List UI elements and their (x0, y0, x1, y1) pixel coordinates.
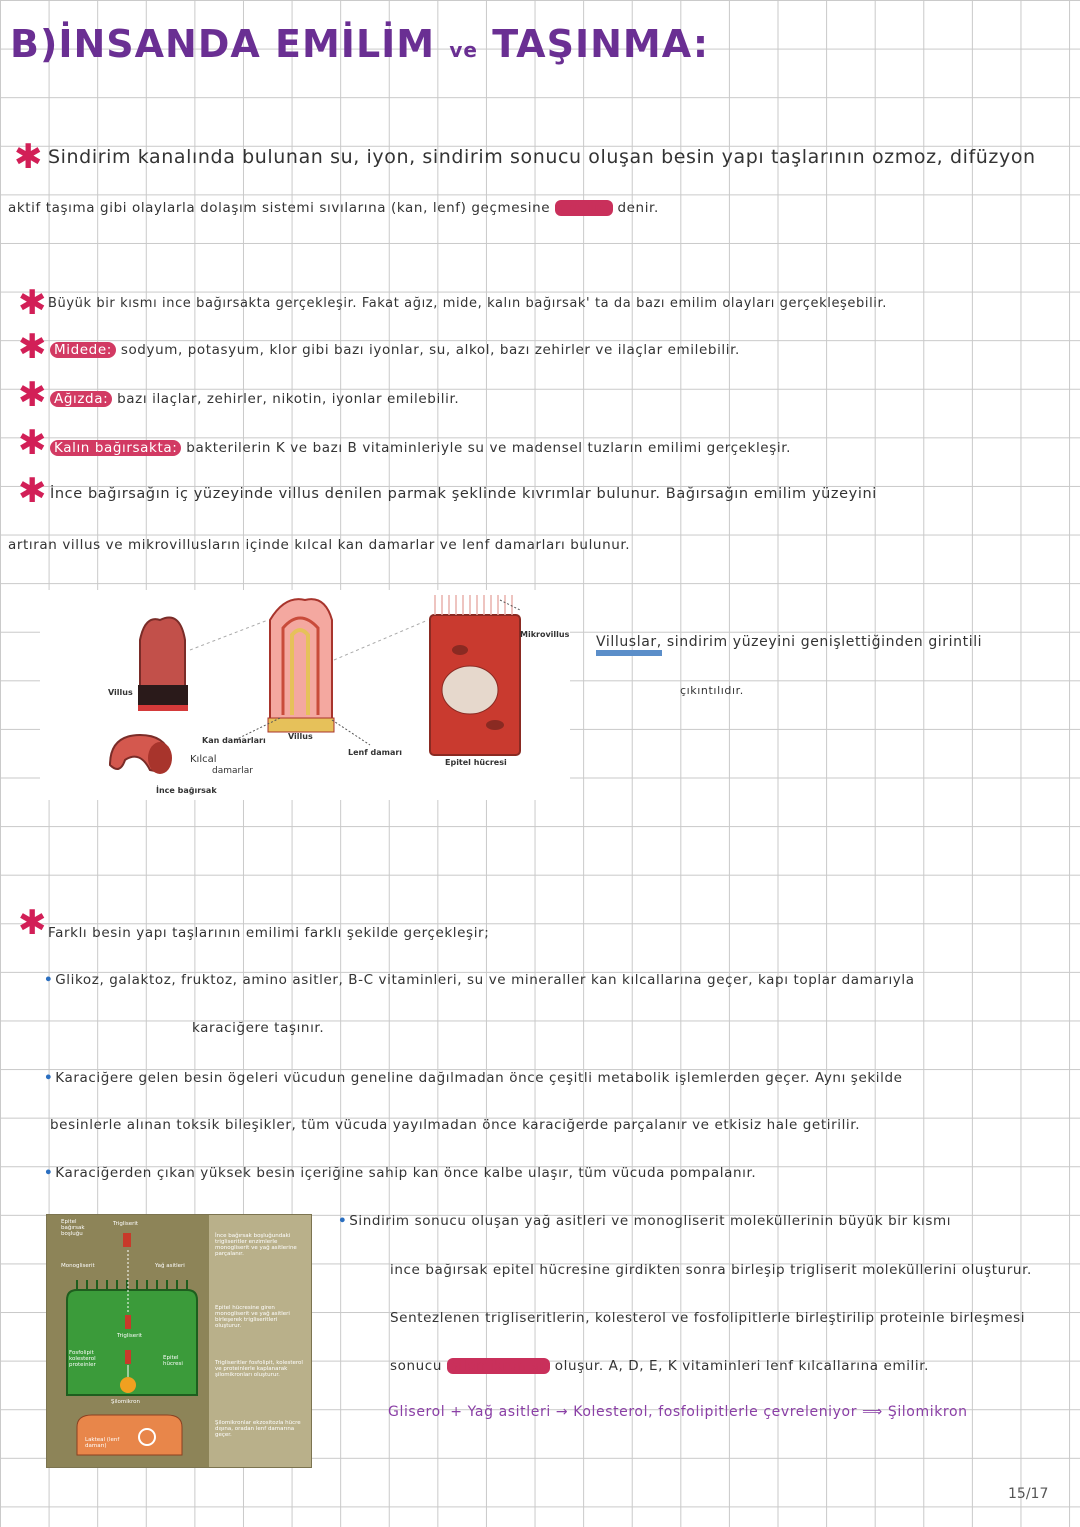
b4-line4b: oluşur. A, D, E, K vitaminleri lenf kılcallarına emilir. (554, 1358, 930, 1374)
note1-line1 (596, 634, 982, 650)
page-number: 15/17 (1008, 1486, 1049, 1502)
label-villus: Villus (108, 688, 133, 697)
b4-text-1: Sindirim sonucu oluşan yağ asitleri ve monogliserit moleküllerinin büyük bir kısmı (349, 1213, 952, 1229)
b2-line2: besinlerle alınan toksik bileşikler, tüm vücuda yayılmadan önce karaciğerde parçalanır ve etkisiz hale getirilir. (50, 1117, 861, 1133)
asterisk-icon: ✱ (18, 327, 47, 367)
label-ince-bagirsak: İnce bağırsak (156, 786, 217, 795)
b4-line4a: sonucu (390, 1358, 442, 1374)
b4-silomikronlar-highlight: şilomikronlar (447, 1358, 550, 1374)
note1-text: sindirim yüzeyini genişlettiğinden girintili (666, 634, 983, 650)
p6-line1: İnce bağırsağın iç yüzeyinde villus denilen parmak şeklinde kıvrımlar bulunur. Bağırsağın emilim yüzeyini (50, 486, 877, 502)
b4-formula: Gliserol + Yağ asitleri → Kolesterol, fosfolipitlerle çevreleniyor ⟹ Şilomikron (388, 1404, 968, 1420)
asterisk-icon: ✱ (18, 423, 47, 463)
p1-line2a: aktif taşıma gibi olaylarla dolaşım sistemi sıvılarına (kan, lenf) geçmesine (8, 200, 551, 216)
p1-line1: Sindirim kanalında bulunan su, iyon, sindirim sonucu oluşan besin yapı taşlarının ozmoz, difüzyon (48, 146, 1036, 168)
p5-highlight: Kalın bağırsakta: (50, 440, 181, 456)
p7: Farklı besin yapı taşlarının emilimi farklı şekilde gerçekleşir; (48, 925, 490, 941)
bullet-dot: • (44, 1165, 54, 1181)
fig2-label-lakteal: Lakteal (lenf damarı) (85, 1437, 120, 1450)
p5 (50, 440, 791, 456)
fig2-label-yag-asitleri: Yağ asitleri (155, 1263, 185, 1269)
b1-text: Glikoz, galaktoz, fruktoz, amino asitler, B-C vitaminleri, su ve mineraller kan kılcallarına geçer, kapı toplar damarıyla (55, 972, 915, 988)
p4-highlight: Ağızda: (50, 391, 112, 407)
page-title (10, 22, 709, 66)
bullet-dot: • (338, 1213, 348, 1229)
asterisk-icon: ✱ (18, 471, 47, 511)
bullet-dot: • (44, 972, 54, 988)
epitel-cell-illustration (47, 1215, 209, 1467)
b3-text: Karaciğerden çıkan yüksek besin içeriğine sahip kan önce kalbe ulaşır, tüm vücuda pompalanır. (55, 1165, 757, 1181)
fig2-label-trigliserit: Trigliserit (113, 1221, 139, 1227)
b4-line4 (390, 1358, 929, 1374)
p4-text: bazı ilaçlar, zehirler, nikotin, iyonlar emilebilir. (117, 391, 460, 407)
note1-line2: çıkıntılıdır. (680, 684, 744, 697)
title-main: B)İNSANDA EMİLİM (10, 22, 436, 66)
fig2-note-4: Şilomikronlar ekzositozla hücre dışına, oradan lenf damarına geçer. (215, 1420, 301, 1439)
p4 (50, 391, 459, 407)
label-damarlar: damarlar (212, 766, 253, 776)
p1-line2b: denir. (617, 200, 659, 216)
title-ve: ve (449, 38, 478, 62)
label-kan-damarlari: Kan damarları (202, 736, 266, 745)
fig2-notes (209, 1215, 311, 1467)
asterisk-icon: ✱ (18, 903, 47, 943)
p1-emilim-highlight: emilim (555, 200, 612, 216)
label-villus-2: Villus (288, 732, 313, 741)
title-rest: TAŞINMA: (492, 22, 710, 66)
fig2-label-fosfolipit: Fosfolipit kolesterol proteinler (69, 1350, 96, 1369)
b4-line3: Sentezlenen trigliseritlerin, kolesterol ve fosfolipitlerle birleştirilip proteinle birleşmesi (390, 1310, 1026, 1326)
fig2-note-1: İnce bağırsak boşluğundaki trigliseritler enzimlerle monogliserit ve yağ asitlerine parçalanır. (215, 1233, 297, 1258)
p5-text: bakterilerin K ve bazı B vitaminleriyle su ve madensel tuzların emilimi gerçekleşir. (186, 440, 792, 456)
p3-highlight: Midede: (50, 342, 116, 358)
b4-line2: ince bağırsak epitel hücresine girdikten sonra birleşip trigliserit moleküllerini oluşturur. (390, 1262, 1032, 1278)
b2-text: Karaciğere gelen besin ögeleri vücudun geneline dağılmadan önce çeşitli metabolik işlemlerden geçer. Aynı şekilde (55, 1070, 903, 1086)
p1-line2 (8, 200, 659, 216)
asterisk-icon: ✱ (14, 137, 43, 177)
fig2-label-monogliserit: Monogliserit (61, 1263, 95, 1269)
b4-line1 (338, 1213, 951, 1229)
silomikron-figure (46, 1214, 312, 1468)
label-kilcal: Kılcal (190, 754, 217, 765)
bullet-dot: • (44, 1070, 54, 1086)
p6-line2: artıran villus ve mikrovillusların içinde kılcal kan damarlar ve lenf damarları bulunur. (8, 537, 631, 553)
label-lenf-damari: Lenf damarı (348, 748, 403, 757)
p2: Büyük bir kısmı ince bağırsakta gerçekleşir. Fakat ağız, mide, kalın bağırsak' ta da bazı emilim olayları gerçekleşebilir. (48, 296, 887, 311)
p3-text: sodyum, potasyum, klor gibi bazı iyonlar, su, alkol, bazı zehirler ve ilaçlar emilebilir. (120, 342, 740, 358)
fig2-note-3: Trigliseritler fosfolipit, kolesterol ve proteinlerle kaplanarak şilomikronları oluşturur. (215, 1360, 303, 1379)
label-epitel: Epitel hücresi (445, 758, 507, 767)
fig2-note-2: Epitel hücresine giren monogliserit ve yağ asitleri birleşerek trigliseritleri oluşturur. (215, 1305, 290, 1330)
fig2-label-silomikron: Şilomikron (111, 1399, 140, 1405)
p3 (50, 342, 740, 358)
note1-villuslar-highlight: Villuslar, (596, 634, 662, 656)
b3 (44, 1165, 756, 1181)
fig2-label-trigliserit-2: Trigliserit (117, 1333, 143, 1339)
b1-line1 (44, 972, 915, 988)
fig2-label-bagirsak-boslugu: Epitel bağırsak boşluğu (61, 1219, 85, 1238)
asterisk-icon: ✱ (18, 283, 47, 323)
villus-figure (40, 590, 570, 800)
fig2-label-epitel-hucre: Epitel hücresi (163, 1355, 183, 1368)
b1-line2: karaciğere taşınır. (192, 1020, 325, 1036)
asterisk-icon: ✱ (18, 375, 47, 415)
b2-line1 (44, 1070, 903, 1086)
label-mikrovillus: Mikrovillus (520, 630, 570, 639)
